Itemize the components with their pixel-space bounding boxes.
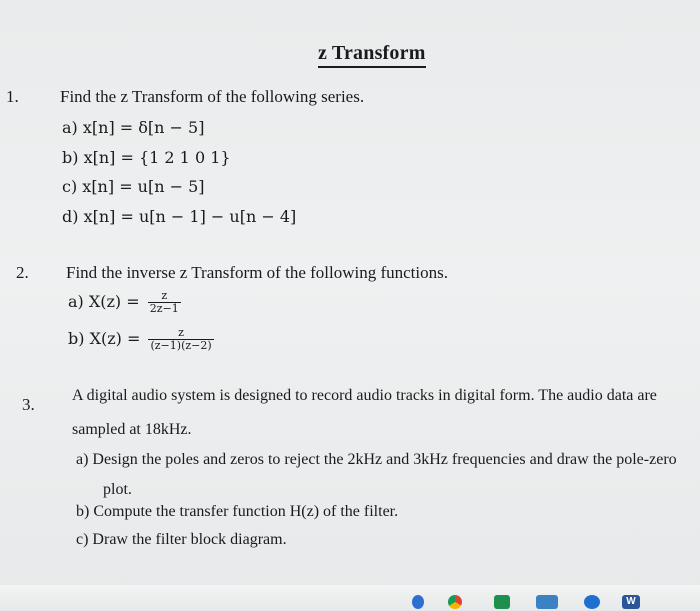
taskbar bbox=[0, 585, 700, 611]
question-2-part-b bbox=[68, 327, 214, 352]
fraction-denominator: 2z−1 bbox=[149, 302, 179, 315]
browser-icon[interactable] bbox=[412, 595, 424, 609]
question-1-part-d: d) x[n] = u[n − 1] − u[n − 4] bbox=[62, 207, 297, 226]
question-2-prompt: Find the inverse z Transform of the following functions. bbox=[66, 263, 448, 282]
question-2-number: 2. bbox=[16, 263, 29, 282]
fraction-numerator: z bbox=[178, 326, 184, 339]
fraction bbox=[148, 327, 213, 352]
word-icon[interactable]: W bbox=[622, 595, 640, 609]
edge-icon[interactable] bbox=[584, 595, 600, 609]
question-1-part-c: c) x[n] = u[n − 5] bbox=[62, 177, 205, 196]
chrome-icon[interactable] bbox=[448, 595, 462, 609]
question-1-prompt: Find the z Transform of the following series. bbox=[60, 87, 365, 106]
question-3-part-b: b) Compute the transfer function H(z) of the filter. bbox=[76, 503, 399, 520]
question-3-prompt-line1: A digital audio system is designed to record audio tracks in digital form. The audio data are bbox=[72, 387, 657, 404]
question-2-part-a bbox=[68, 290, 181, 315]
question-2-part-a-label: a) X(z) = bbox=[68, 292, 140, 311]
fraction bbox=[148, 290, 181, 315]
question-1-part-b: b) x[n] = {1 2 1 0 1} bbox=[62, 148, 231, 167]
question-2-part-b-label: b) X(z) = bbox=[68, 329, 141, 348]
question-1-part-a: a) x[n] = δ[n − 5] bbox=[62, 118, 205, 137]
question-3-part-c: c) Draw the filter block diagram. bbox=[76, 531, 287, 548]
store-icon[interactable] bbox=[494, 595, 510, 609]
page-title: z Transform bbox=[318, 42, 426, 68]
fraction-denominator: (z−1)(z−2) bbox=[150, 339, 212, 352]
question-3-number: 3. bbox=[22, 395, 35, 414]
question-3-part-a: a) Design the poles and zeros to reject the 2kHz and 3kHz frequencies and draw the pole-zero bbox=[76, 451, 677, 468]
settings-icon[interactable] bbox=[536, 595, 558, 609]
question-3-part-a-continued: plot. bbox=[103, 481, 132, 498]
question-3-prompt-line2: sampled at 18kHz. bbox=[72, 421, 192, 438]
fraction-numerator: z bbox=[161, 289, 168, 302]
question-1-number: 1. bbox=[6, 87, 19, 106]
